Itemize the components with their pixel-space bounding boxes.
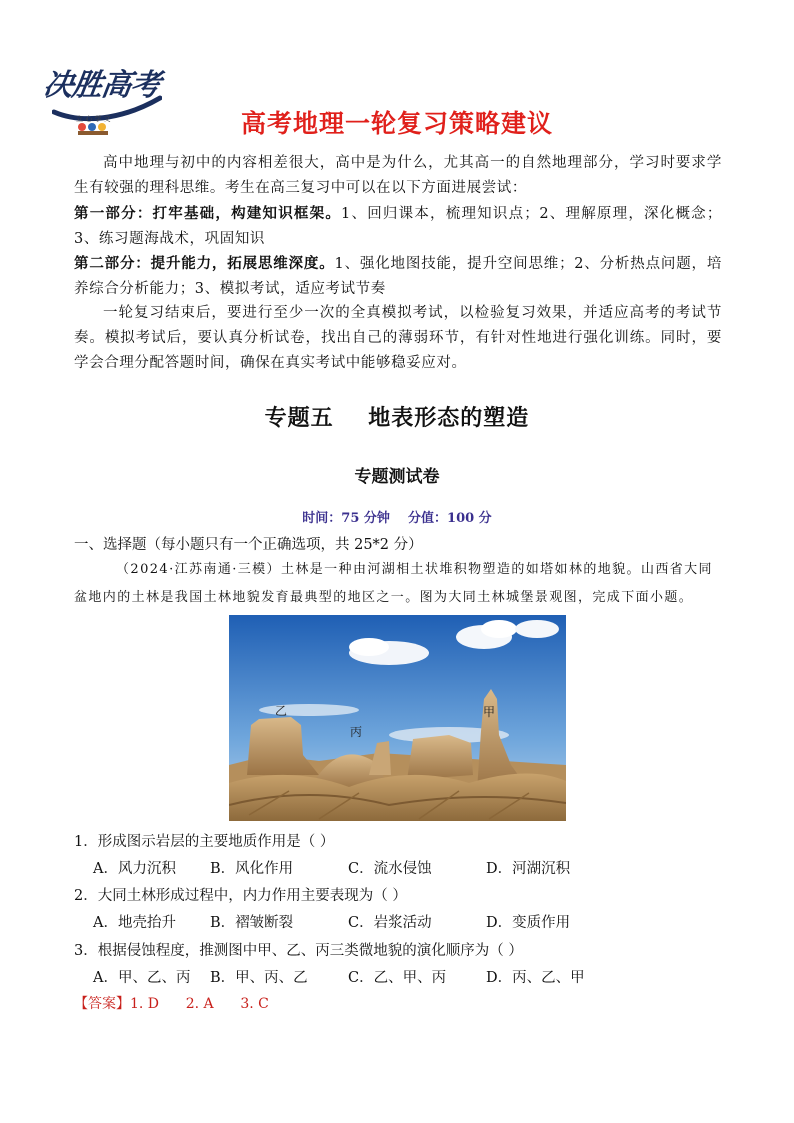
q3-option-c: C．乙、甲、丙 [348,970,447,986]
section-heading: 一、选择题（每小题只有一个正确选项，共 25*2 分） [74,537,423,553]
question-1-stem: 1．形成图示岩层的主要地质作用是（ ） [74,834,335,850]
part1-text: 1、回归课本，梳理知识点；2、理解原理，深化概念；3、练习题海战术，巩固知识 [74,206,722,247]
label-yi: 乙 [275,704,288,718]
q1-option-c: C．流水侵蚀 [348,861,432,877]
mock-exam-paragraph: 一轮复习结束后，要进行至少一次的全真模拟考试，以检验复习效果，并适应高考的考试节奏。模拟考试后，要认真分析试卷，找出自己的薄弱环节，有针对性地进行强化训练。同时，要学会合理分配答题时间，确保在真实考试中能够稳妥应对。 [74,305,722,371]
logo-figures: 立 心 学 文 [76,115,111,123]
q1-option-d: D．河湖沉积 [486,861,571,877]
test-title: 专题测试卷 [354,467,440,487]
q2-option-a: A．地壳抬升 [93,915,176,931]
q2-option-b: B．褶皱断裂 [210,915,294,931]
answer-line [74,993,269,1013]
question-intro: （2024·江苏南通·三模）土林是一种由河湖相土状堆积物塑造的如塔如林的地貌。山西省大同盆地内的土林是我国土林地貌发育最典型的地区之一。图为大同土林城堡景观图，完成下面小题。 [74,562,713,605]
q3-option-d: D．丙、乙、甲 [486,970,585,986]
answer-label: 【答案】 [74,996,130,1012]
q2-option-d: D．变质作用 [486,915,571,931]
q1-option-a: A．风力沉积 [93,861,176,877]
q2-option-c: C．岩浆活动 [348,915,432,931]
part1-paragraph [74,201,722,252]
time-score-line: 时间：75 分钟 分值：100 分 [302,511,492,526]
part2-text: 1、强化地图技能，提升空间思维；2、分析热点问题，培养综合分析能力；3、模拟考试，适应考试节奏 [74,256,722,297]
topic-title: 专题五 地表形态的塑造 [264,406,530,431]
label-bing: 丙 [350,725,363,739]
part2-paragraph [74,251,722,302]
part2-label: 第二部分：提升能力，拓展思维深度。 [74,255,335,272]
landscape-photo [229,615,566,821]
q3-option-a: A．甲、乙、丙 [93,970,191,986]
logo-text: 决胜高考 [41,68,162,103]
q1-option-b: B．风化作用 [210,861,294,877]
question-3-stem: 3．根据侵蚀程度，推测图中甲、乙、丙三类微地貌的演化顺序为（ ） [74,943,523,959]
part1-label: 第一部分：打牢基础，构建知识框架。 [74,205,342,222]
intro-paragraph: 高中地理与初中的内容相差很大，高中是为什么，尤其高一的自然地理部分，学习时要求学生有较强的理科思维。考生在高三复习中可以在以下方面进展尝试： [74,155,722,196]
question-2-stem: 2．大同土林形成过程中，内力作用主要表现为（ ） [74,888,407,904]
page-title: 高考地理一轮复习策略建议 [240,109,553,138]
q3-option-b: B．甲、丙、乙 [210,970,308,986]
answer-text: 1. D 2. A 3. C [130,996,269,1012]
label-jia: 甲 [483,705,496,719]
